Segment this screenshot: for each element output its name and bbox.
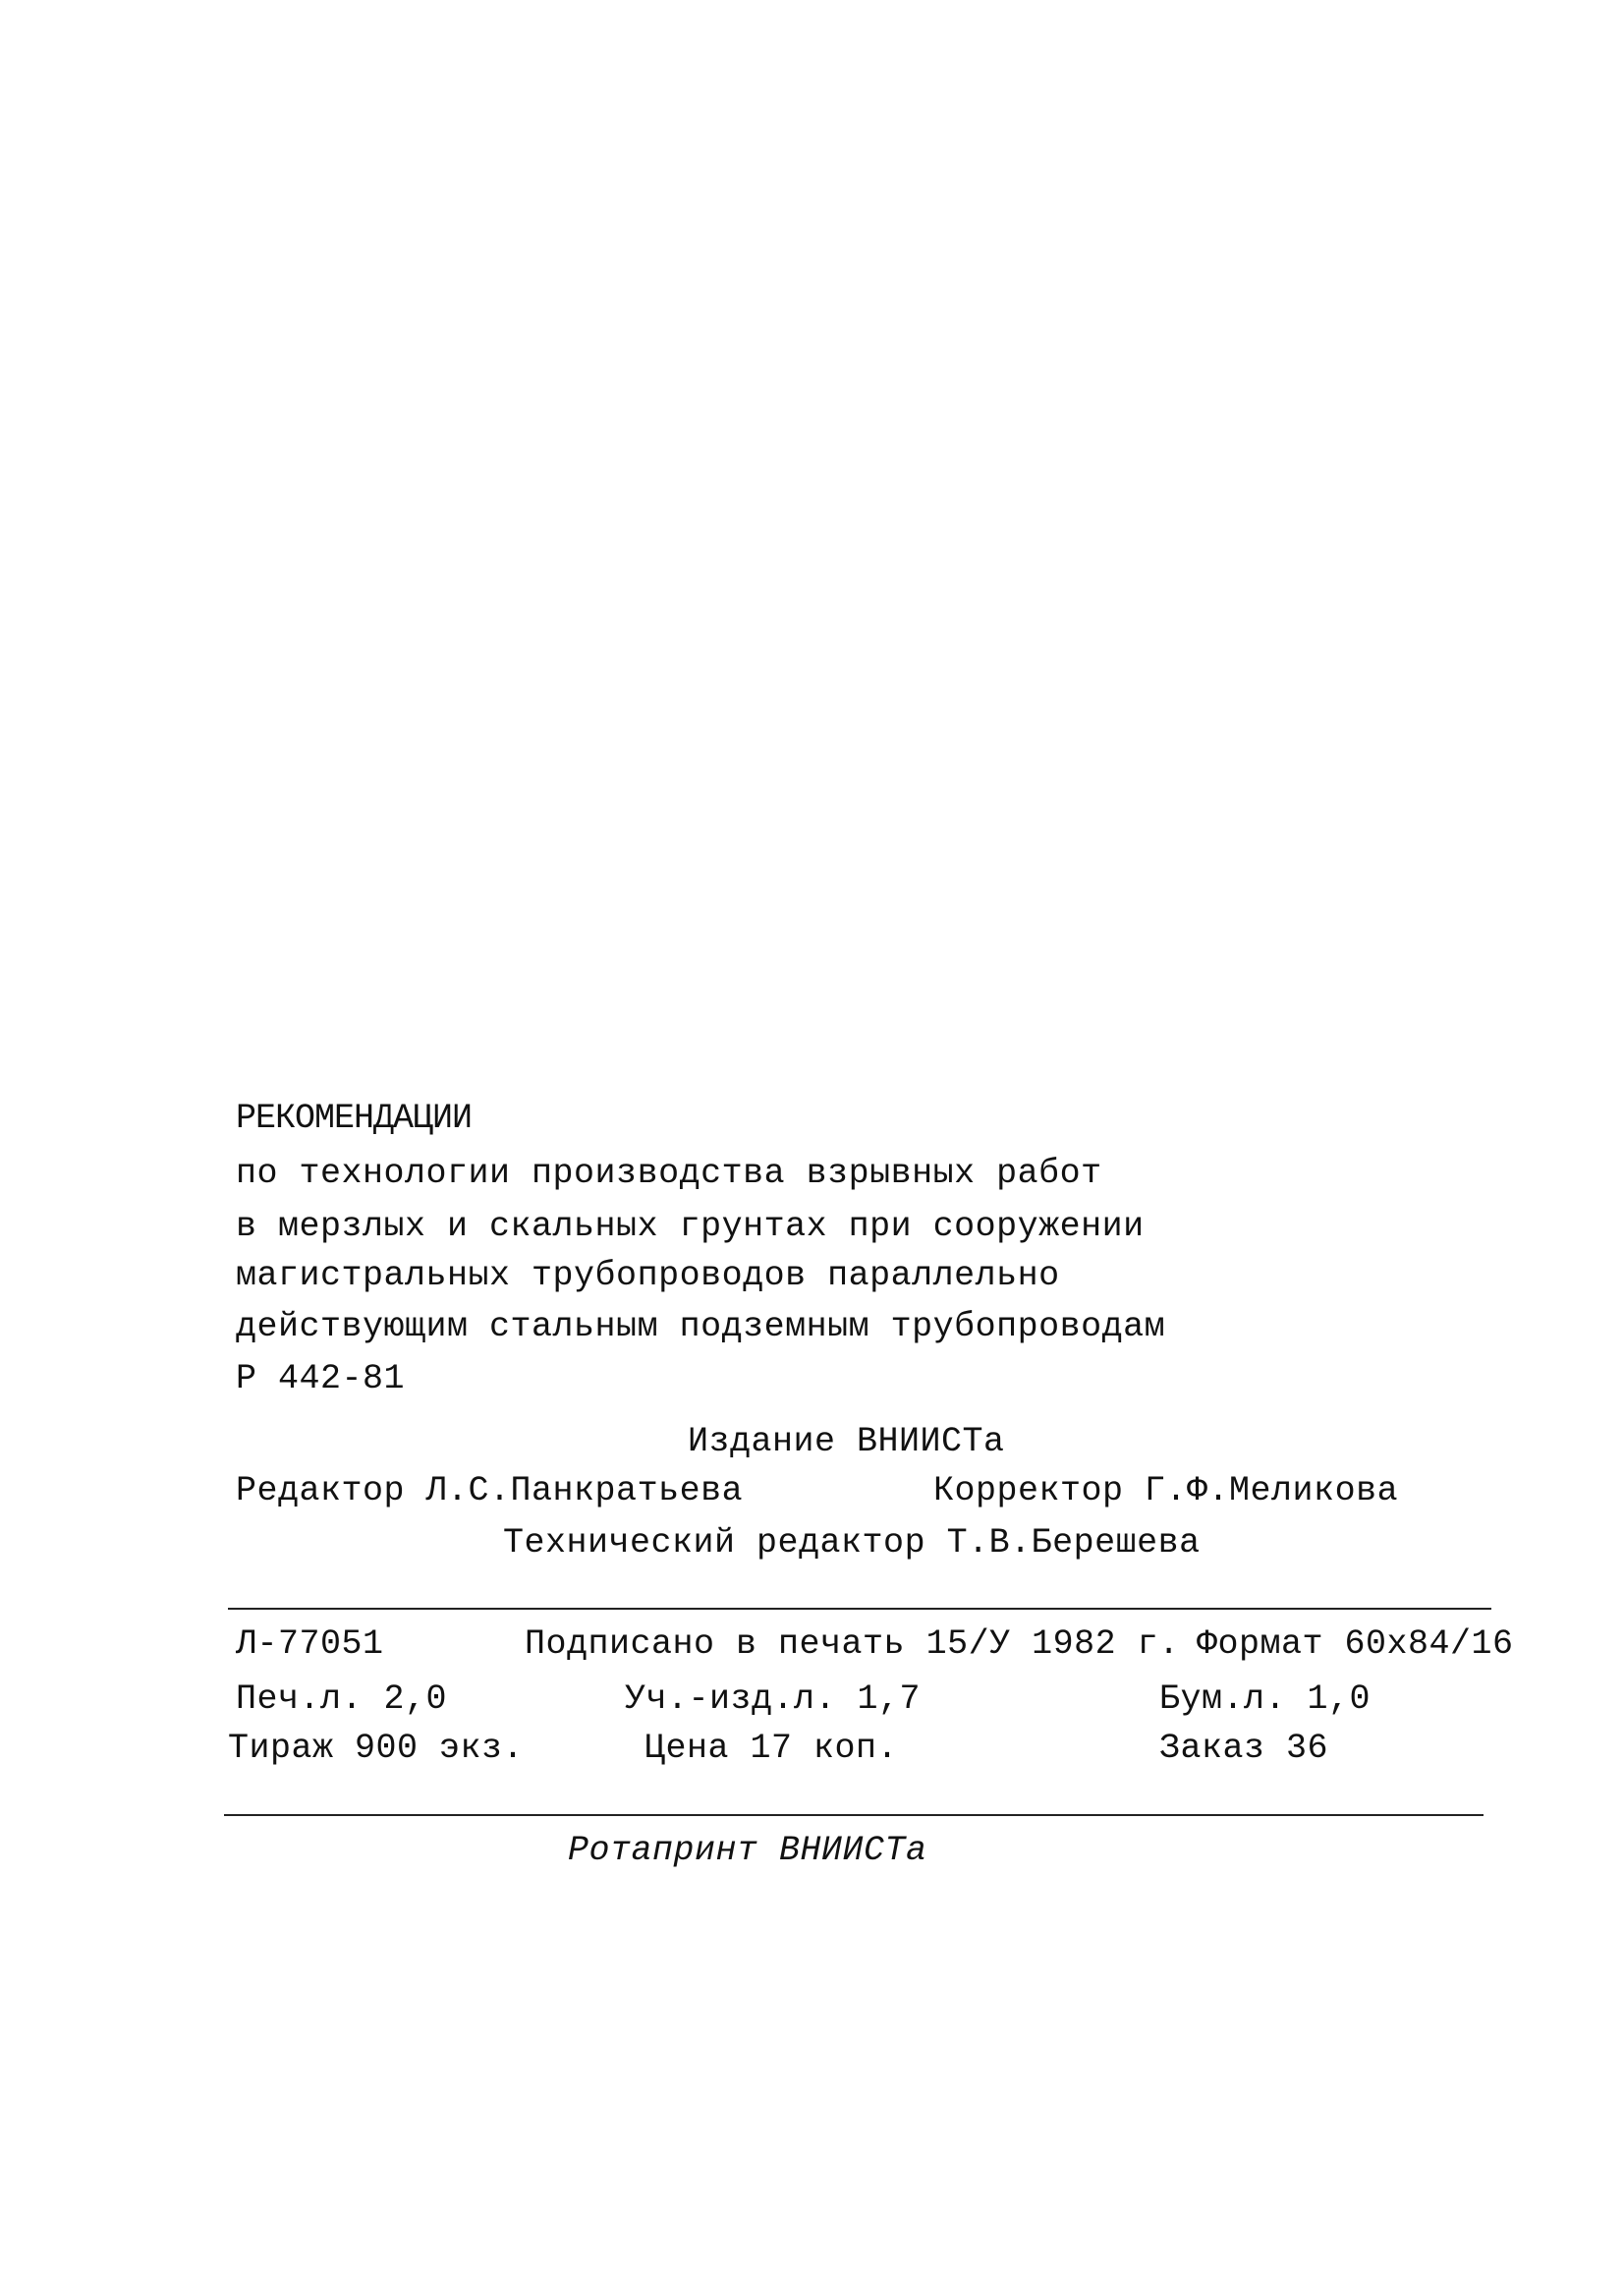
publisher-line: Издание ВНИИСТа: [688, 1422, 1005, 1461]
output-order: Заказ 36: [1159, 1729, 1329, 1768]
subtitle-line-3: магистральных трубопроводов параллельно: [236, 1256, 1060, 1295]
editor-line: Редактор Л.С.Панкратьева: [236, 1471, 744, 1510]
subtitle-line-4: действующим стальным подземным трубопроводам: [236, 1307, 1166, 1346]
output-paper-sheets: Бум.л. 1,0: [1159, 1679, 1372, 1719]
top-divider: [228, 1608, 1491, 1610]
printer-line: Ротапринт ВНИИСТа: [568, 1831, 927, 1870]
output-price: Цена 17 коп.: [644, 1729, 899, 1768]
output-edu-sheets: Уч.-изд.л. 1,7: [625, 1679, 922, 1719]
document-code: Р 442-81: [236, 1359, 406, 1398]
output-format: Формат 60х84/16: [1197, 1624, 1514, 1664]
subtitle-line-1: по технологии производства взрывных работ: [236, 1154, 1102, 1193]
bottom-divider: [224, 1814, 1484, 1816]
output-id: Л-77051: [236, 1624, 384, 1664]
subtitle-line-2: в мерзлых и скальных грунтах при сооружении: [236, 1207, 1145, 1246]
document-title: РЕКОМЕНДАЦИИ: [236, 1099, 473, 1138]
output-print-sheets: Печ.л. 2,0: [236, 1679, 448, 1719]
output-circulation: Тираж 900 экз.: [228, 1729, 525, 1768]
corrector-line: Корректор Г.Ф.Меликова: [933, 1471, 1399, 1510]
tech-editor-line: Технический редактор Т.В.Берешева: [503, 1523, 1201, 1563]
output-signed: Подписано в печать 15/У 1982 г.: [525, 1624, 1180, 1664]
